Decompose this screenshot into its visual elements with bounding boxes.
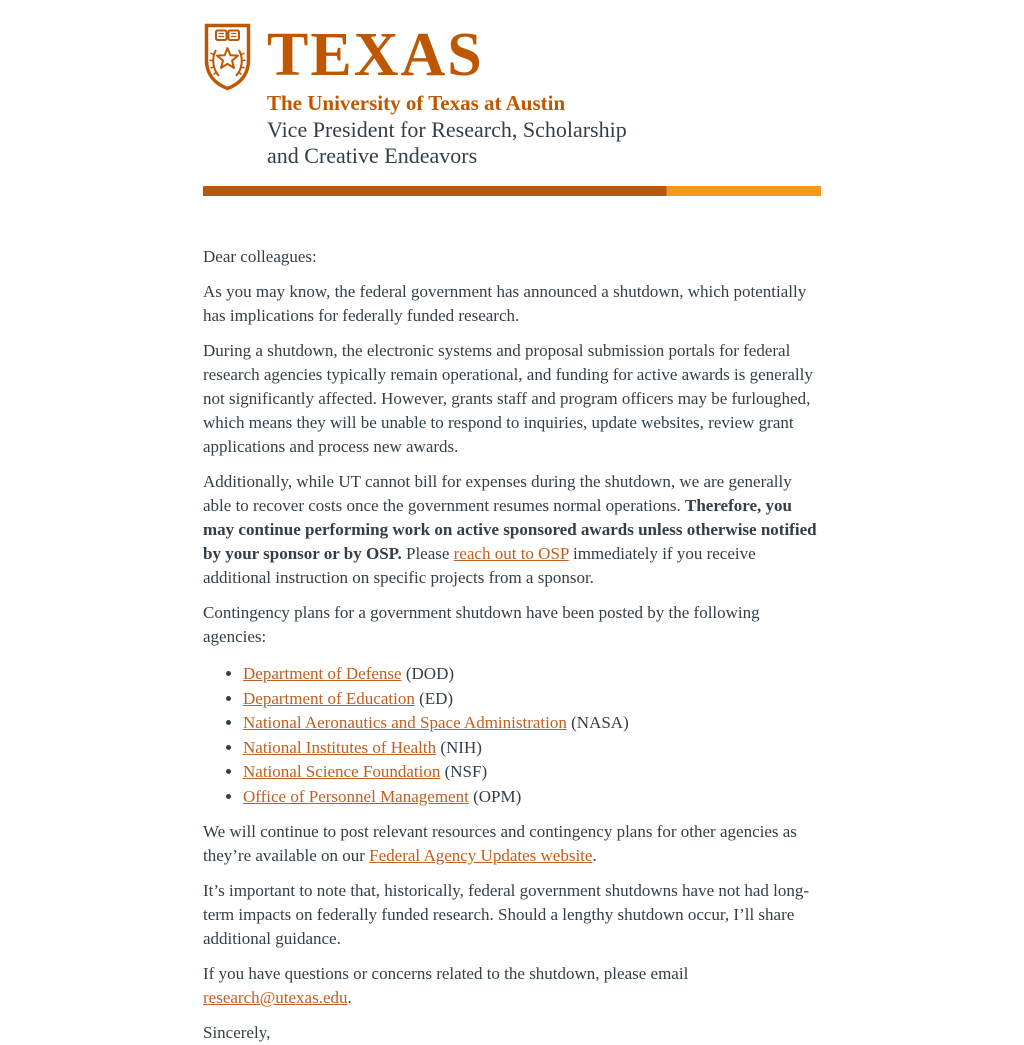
brand-divider-bar <box>203 186 821 196</box>
ut-shield-logo <box>203 22 252 92</box>
list-item-opm <box>243 785 821 810</box>
agency-abbr: (DOD) <box>401 664 455 683</box>
list-item-ed <box>243 687 821 712</box>
paragraph-shutdown-systems: During a shutdown, the electronic systems and proposal submission portals for federal research agencies typically remain operational, and funding for active awards is generally not significantly affected. However, grants staff and program officers may be furloughed, which means they will be unable to respond to inquiries, update websites, review grant applications and process new awards. <box>203 341 813 456</box>
list-item-nih <box>243 736 821 761</box>
brand-text-block <box>267 22 627 169</box>
office-name <box>267 117 627 169</box>
paragraph-contingency-intro: Contingency plans for a government shutdown have been posted by the following agencies: <box>203 603 760 646</box>
text-segment: . <box>347 988 352 1007</box>
shield-icon <box>203 22 252 92</box>
agency-abbr: (NASA) <box>566 713 629 732</box>
text-segment: immediately if you receive additional instruction on specific projects from a sponsor. <box>203 544 756 587</box>
research-email-link[interactable]: research@utexas.edu <box>203 988 348 1007</box>
paragraph-historical-note: It’s important to note that, historically, federal government shutdowns have not had long-term impacts on federally funded research. Should a lengthy shutdown occur, I’ll share additional guidance. <box>203 881 810 948</box>
paragraph-resources <box>203 820 821 868</box>
agency-abbr: (ED) <box>414 688 454 708</box>
email-content <box>203 0 821 1045</box>
office-name-line2: and Creative Endeavors <box>267 143 478 168</box>
agency-list <box>203 662 821 809</box>
nasa-link[interactable]: National Aeronautics and Space Administration <box>243 713 567 732</box>
paragraph-billing-guidance <box>203 470 821 590</box>
paragraph-intro: As you may know, the federal government has announced a shutdown, which potentially has implications for federally funded research. <box>203 282 807 325</box>
list-item-nsf <box>243 760 821 785</box>
bold-guidance-text: Therefore, you may continue performing work on active sponsored awards unless otherwise notified by your sponsor or by OSP. <box>203 496 817 563</box>
nsf-link[interactable]: National Science Foundation <box>243 762 441 781</box>
letter-body <box>203 245 821 1045</box>
reach-out-to-osp-link[interactable]: reach out to OSP <box>453 544 569 563</box>
list-item-dod <box>243 662 821 687</box>
university-masthead <box>203 22 821 169</box>
text-segment: We will continue to post relevant resources and contingency plans for other agencies as they’re available on our <box>203 822 797 865</box>
text-segment: Please <box>401 544 454 563</box>
nih-link[interactable]: National Institutes of Health <box>243 737 437 757</box>
text-segment: . <box>592 846 597 865</box>
dod-link[interactable]: Department of Defense <box>243 664 402 683</box>
federal-agency-updates-link[interactable]: Federal Agency Updates website <box>369 846 593 865</box>
list-item-nasa <box>243 711 821 736</box>
university-name: The University of Texas at Austin <box>267 91 566 115</box>
agency-abbr: (OPM) <box>468 786 522 806</box>
ed-link[interactable]: Department of Education <box>243 688 415 708</box>
closing: Sincerely, <box>203 1023 271 1042</box>
salutation: Dear colleagues: <box>203 247 317 266</box>
opm-link[interactable]: Office of Personnel Management <box>243 786 469 806</box>
agency-abbr: (NSF) <box>440 762 488 781</box>
paragraph-contact <box>203 962 821 1010</box>
text-segment: Additionally, while UT cannot bill for expenses during the shutdown, we are generally able to recover costs once the government resumes normal operations. <box>203 472 792 515</box>
text-segment: If you have questions or concerns related to the shutdown, please email <box>203 964 689 983</box>
texas-wordmark: TEXAS <box>267 21 484 89</box>
office-name-line1: Vice President for Research, Scholarship <box>267 117 627 142</box>
agency-abbr: (NIH) <box>436 737 482 757</box>
